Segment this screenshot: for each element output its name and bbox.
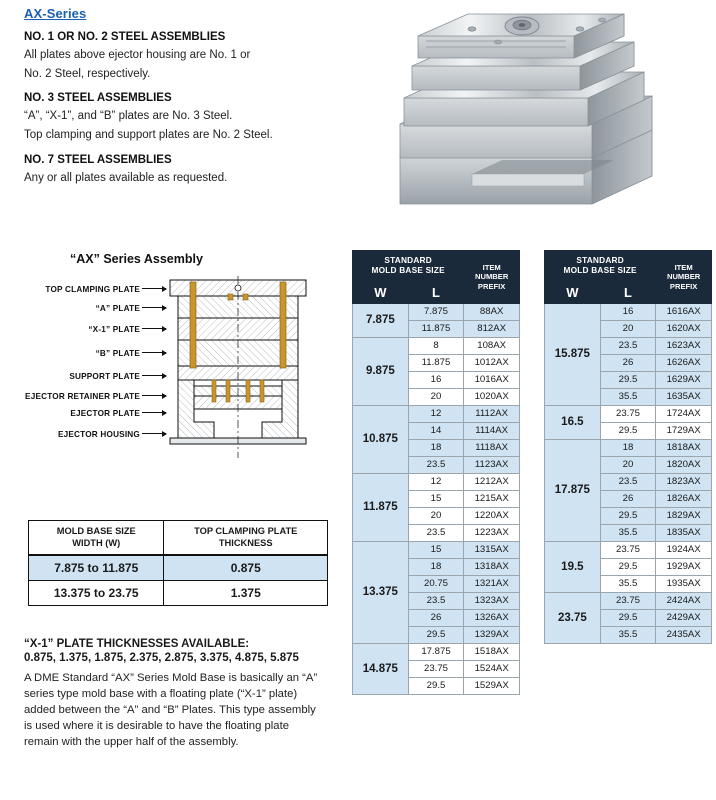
th-mold-base-size-width	[29, 521, 164, 556]
section-line: Top clamping and support plates are No. 2 Steel.	[24, 129, 273, 142]
cell-item-number-prefix: 1823AX	[656, 473, 712, 490]
th-line: PREFIX	[477, 281, 506, 291]
cell-item-number-prefix: 1329AX	[464, 626, 520, 643]
cell-item-number-prefix: 1529AX	[464, 677, 520, 694]
cell-item-number-prefix: 1118AX	[464, 439, 520, 456]
cell-width: 7.875 to 11.875	[29, 555, 164, 581]
x1-heading: “X-1” PLATE THICKNESSES AVAILABLE:	[24, 638, 250, 650]
spec-left-body	[353, 303, 520, 694]
cell-length: 8	[408, 337, 464, 354]
th-line: MOLD BASE SIZE	[56, 526, 136, 536]
cell-item-number-prefix: 1114AX	[464, 422, 520, 439]
table-row	[545, 439, 712, 456]
cell-length: 20	[600, 456, 656, 473]
cell-length: 35.5	[600, 524, 656, 541]
cell-item-number-prefix: 1315AX	[464, 541, 520, 558]
cell-length: 11.875	[408, 354, 464, 371]
cell-item-number-prefix: 1929AX	[656, 558, 712, 575]
leader-line	[142, 412, 166, 413]
section-line: No. 2 Steel, respectively.	[24, 67, 151, 80]
cell-item-number-prefix: 1223AX	[464, 524, 520, 541]
cell-length: 29.5	[600, 558, 656, 575]
callout-a-plate: “A” PLATE	[95, 304, 140, 313]
table-row	[353, 473, 520, 490]
x1-thickness-list: 0.875, 1.375, 1.875, 2.375, 2.875, 3.375, 4.875, 5.875	[24, 652, 299, 664]
cell-length: 23.5	[600, 337, 656, 354]
cell-length: 35.5	[600, 388, 656, 405]
cell-length: 29.5	[600, 609, 656, 626]
cell-length: 23.75	[600, 592, 656, 609]
section-line: Any or all plates available as requested.	[24, 171, 228, 184]
cell-length: 20	[408, 507, 464, 524]
th-line: THICKNESS	[218, 537, 273, 548]
cell-item-number-prefix: 1829AX	[656, 507, 712, 524]
assembly-title: “AX” Series Assembly	[70, 252, 203, 266]
cell-length: 23.5	[408, 592, 464, 609]
table-row	[29, 581, 328, 606]
cell-item-number-prefix: 1616AX	[656, 303, 712, 320]
table-header-row	[353, 251, 520, 282]
callout-ejector-retainer-plate: EJECTOR RETAINER PLATE	[25, 392, 140, 401]
cell-width: 7.875	[353, 303, 409, 337]
cell-item-number-prefix: 1524AX	[464, 660, 520, 677]
table-row	[353, 541, 520, 558]
table-row	[353, 643, 520, 660]
cell-item-number-prefix: 1626AX	[656, 354, 712, 371]
table-row	[545, 592, 712, 609]
callout-b-plate: “B” PLATE	[95, 349, 140, 358]
cell-width: 15.875	[545, 303, 601, 405]
cell-width: 10.875	[353, 405, 409, 473]
cell-width: 23.75	[545, 592, 601, 643]
clamping-plate-thickness-table	[28, 520, 328, 606]
th-line: TOP CLAMPING PLATE	[194, 526, 298, 536]
th-line: NUMBER	[666, 272, 701, 282]
cell-item-number-prefix: 2424AX	[656, 592, 712, 609]
cell-length: 23.75	[408, 660, 464, 677]
th-standard-mold-base-size	[545, 251, 656, 282]
cell-length: 12	[408, 405, 464, 422]
cell-length: 26	[600, 490, 656, 507]
leader-line	[142, 328, 166, 329]
th-line: ITEM	[674, 262, 693, 272]
table-header-row	[545, 251, 712, 282]
cell-length: 16	[600, 303, 656, 320]
cell-item-number-prefix: 2435AX	[656, 626, 712, 643]
assembly-cross-section	[168, 276, 308, 458]
th-top-clamping-plate-thickness	[164, 521, 328, 556]
th-line: MOLD BASE SIZE	[371, 264, 445, 275]
mold-base-size-table-right	[544, 250, 712, 644]
cell-item-number-prefix: 1215AX	[464, 490, 520, 507]
table-row	[353, 337, 520, 354]
cell-width: 17.875	[545, 439, 601, 541]
cell-item-number-prefix: 1012AX	[464, 354, 520, 371]
steel-section-3	[24, 154, 344, 187]
cell-length: 23.5	[408, 456, 464, 473]
th-line: PREFIX	[669, 281, 698, 291]
cell-length: 23.75	[600, 541, 656, 558]
cell-item-number-prefix: 1326AX	[464, 609, 520, 626]
cell-width: 11.875	[353, 473, 409, 541]
cell-thickness: 0.875	[164, 555, 328, 581]
cell-item-number-prefix: 1318AX	[464, 558, 520, 575]
cell-length: 26	[600, 354, 656, 371]
section-heading: NO. 3 STEEL ASSEMBLIES	[24, 92, 172, 105]
cell-item-number-prefix: 1935AX	[656, 575, 712, 592]
section-line: “A”, “X-1”, and “B” plates are No. 3 Steel.	[24, 110, 233, 123]
cell-length: 15	[408, 490, 464, 507]
cell-item-number-prefix: 2429AX	[656, 609, 712, 626]
table-header-row	[29, 521, 328, 556]
cell-length: 15	[408, 541, 464, 558]
cell-length: 14	[408, 422, 464, 439]
th-standard-mold-base-size	[353, 251, 464, 282]
cell-width: 9.875	[353, 337, 409, 405]
callout-x1-plate: “X-1” PLATE	[88, 325, 140, 334]
leader-line	[142, 307, 166, 308]
th-line: ITEM	[482, 262, 501, 272]
section-heading: NO. 7 STEEL ASSEMBLIES	[24, 153, 172, 166]
cell-item-number-prefix: 1826AX	[656, 490, 712, 507]
cell-item-number-prefix: 1729AX	[656, 422, 712, 439]
cell-item-number-prefix: 812AX	[464, 320, 520, 337]
table-row	[353, 405, 520, 422]
left-text-column	[24, 0, 344, 188]
x1-plate-info	[24, 638, 324, 750]
th-length: L	[408, 281, 464, 303]
table-row	[545, 303, 712, 320]
cell-length: 35.5	[600, 575, 656, 592]
leader-line	[142, 395, 166, 396]
cell-length: 29.5	[600, 507, 656, 524]
cell-item-number-prefix: 88AX	[464, 303, 520, 320]
cell-length: 29.5	[408, 626, 464, 643]
cell-length: 11.875	[408, 320, 464, 337]
th-line: MOLD BASE SIZE	[563, 264, 637, 275]
th-width: W	[353, 281, 409, 303]
cell-item-number-prefix: 108AX	[464, 337, 520, 354]
cell-item-number-prefix: 1323AX	[464, 592, 520, 609]
cell-width: 14.875	[353, 643, 409, 694]
cell-thickness: 1.375	[164, 581, 328, 606]
callout-support-plate: SUPPORT PLATE	[69, 372, 140, 381]
steel-section-2	[24, 92, 344, 143]
cell-length: 35.5	[600, 626, 656, 643]
cell-width: 13.375	[353, 541, 409, 643]
th-line: STANDARD	[384, 255, 432, 265]
th-width: W	[545, 281, 601, 303]
cell-item-number-prefix: 1321AX	[464, 575, 520, 592]
cell-length: 29.5	[408, 677, 464, 694]
th-line: STANDARD	[576, 255, 624, 265]
cell-length: 16	[408, 371, 464, 388]
cell-item-number-prefix: 1518AX	[464, 643, 520, 660]
mold-base-photo	[352, 6, 702, 231]
cell-length: 18	[408, 558, 464, 575]
cell-length: 20.75	[408, 575, 464, 592]
cell-length: 23.5	[408, 524, 464, 541]
cell-length: 20	[600, 320, 656, 337]
cell-width: 16.5	[545, 405, 601, 439]
cell-length: 7.875	[408, 303, 464, 320]
callout-ejector-housing: EJECTOR HOUSING	[57, 430, 140, 439]
cell-length: 29.5	[600, 422, 656, 439]
leader-line	[142, 288, 166, 289]
cell-item-number-prefix: 1620AX	[656, 320, 712, 337]
cell-length: 18	[408, 439, 464, 456]
cell-width: 13.375 to 23.75	[29, 581, 164, 606]
th-line: WIDTH (W)	[72, 537, 121, 548]
cell-item-number-prefix: 1623AX	[656, 337, 712, 354]
th-item-number-prefix	[656, 251, 712, 304]
assembly-diagram	[20, 276, 340, 466]
cell-item-number-prefix: 1818AX	[656, 439, 712, 456]
cell-length: 23.5	[600, 473, 656, 490]
cell-length: 26	[408, 609, 464, 626]
cell-item-number-prefix: 1820AX	[656, 456, 712, 473]
cell-length: 18	[600, 439, 656, 456]
table-row	[29, 555, 328, 581]
cell-item-number-prefix: 1629AX	[656, 371, 712, 388]
cell-item-number-prefix: 1212AX	[464, 473, 520, 490]
th-length: L	[600, 281, 656, 303]
cell-item-number-prefix: 1220AX	[464, 507, 520, 524]
steel-section-1	[24, 31, 344, 82]
cell-length: 23.75	[600, 405, 656, 422]
section-heading: NO. 1 OR NO. 2 STEEL ASSEMBLIES	[24, 31, 226, 43]
callout-ejector-plate: EJECTOR PLATE	[70, 409, 140, 418]
cell-item-number-prefix: 1020AX	[464, 388, 520, 405]
cell-length: 12	[408, 473, 464, 490]
x1-description: A DME Standard “AX” Series Mold Base is basically an “A” series type mold base with a floating plate (“X-1” plate) added between the “A” and “B” Plates. This type assembly is used where it is desirable to have the floating plate remain with the upper half of the assembly.	[24, 672, 318, 749]
mold-base-size-table-left	[352, 250, 520, 695]
table-row	[545, 541, 712, 558]
cell-item-number-prefix: 1835AX	[656, 524, 712, 541]
cell-width: 19.5	[545, 541, 601, 592]
cell-item-number-prefix: 1924AX	[656, 541, 712, 558]
spec-right-body	[545, 303, 712, 643]
cell-item-number-prefix: 1016AX	[464, 371, 520, 388]
table-row	[545, 405, 712, 422]
cell-length: 29.5	[600, 371, 656, 388]
leader-line	[142, 433, 166, 434]
callout-top-clamping-plate: TOP CLAMPING PLATE	[45, 285, 140, 294]
cell-item-number-prefix: 1635AX	[656, 388, 712, 405]
table-row	[353, 303, 520, 320]
cell-length: 20	[408, 388, 464, 405]
th-line: NUMBER	[474, 272, 509, 282]
th-item-number-prefix	[464, 251, 520, 304]
section-line: All plates above ejector housing are No. 1 or	[24, 49, 251, 61]
cell-length: 17.875	[408, 643, 464, 660]
leader-line	[142, 375, 166, 376]
cell-item-number-prefix: 1112AX	[464, 405, 520, 422]
cell-item-number-prefix: 1123AX	[464, 456, 520, 473]
page-title[interactable]: AX-Series	[24, 6, 87, 21]
leader-line	[142, 352, 166, 353]
cell-item-number-prefix: 1724AX	[656, 405, 712, 422]
